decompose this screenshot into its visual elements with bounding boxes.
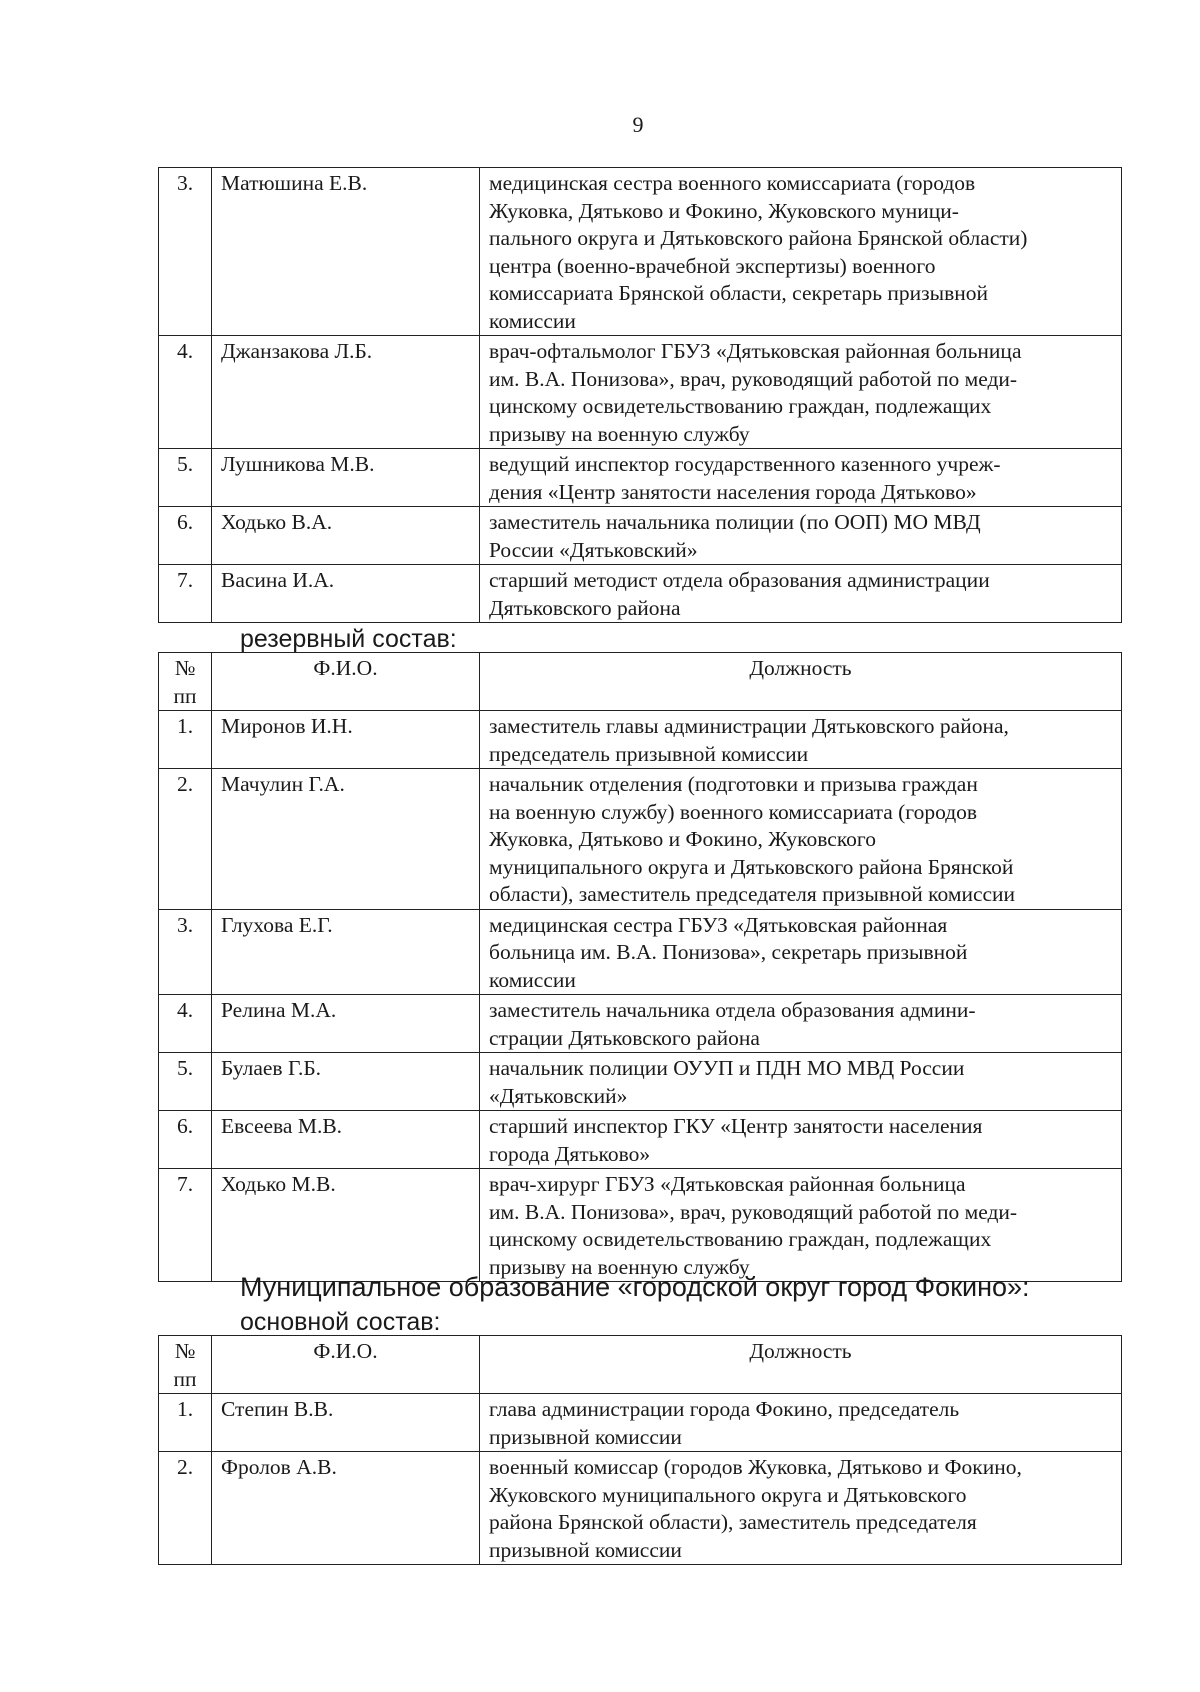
position-line: старший инспектор ГКУ «Центр занятости населения	[489, 1114, 983, 1138]
commission-table-continued	[158, 167, 1122, 623]
position-line: заместитель главы администрации Дятьковского района,	[489, 714, 1009, 738]
position-line: медицинская сестра ГБУЗ «Дятьковская районная	[489, 912, 948, 937]
member-name: Булаев Г.Б.	[212, 1053, 480, 1111]
position-line: медицинская сестра военного комиссариата (городов	[489, 171, 976, 195]
member-name: Васина И.А.	[212, 565, 480, 623]
member-position	[480, 769, 1122, 910]
member-position	[480, 1394, 1122, 1452]
position-line: на военную службу) военного комиссариата (городов	[489, 799, 978, 824]
row-number: 1.	[159, 711, 212, 769]
member-name: Джанзакова Л.Б.	[212, 336, 480, 449]
member-name: Глухова Е.Г.	[212, 909, 480, 995]
table-row	[159, 1053, 1122, 1111]
member-name: Лушникова М.В.	[212, 449, 480, 507]
page-number: 9	[632, 112, 644, 137]
position-line: муниципального округа и Дятьковского района Брянской	[489, 854, 1014, 879]
member-position	[480, 995, 1122, 1053]
position-line: старший методист отдела образования администрации	[489, 568, 990, 592]
row-number: 2.	[159, 769, 212, 910]
column-header-number: № пп	[159, 653, 212, 711]
commission-table-main	[158, 1335, 1122, 1565]
row-number: 4.	[159, 336, 212, 449]
member-position	[480, 336, 1122, 449]
column-header-position: Должность	[480, 653, 1122, 711]
position-line: цинскому освидетельствованию граждан, подлежащих	[489, 1227, 992, 1251]
member-name: Матюшина Е.В.	[212, 168, 480, 336]
table-row	[159, 711, 1122, 769]
column-header-name: Ф.И.О.	[212, 1336, 480, 1394]
position-line: начальник отделения (подготовки и призыва граждан	[489, 772, 978, 796]
position-line: области), заместитель председателя призывной комиссии	[489, 882, 1016, 906]
position-line: призыву на военную службу	[489, 1254, 750, 1279]
position-line: комиссии	[489, 967, 576, 992]
member-name: Релина М.А.	[212, 995, 480, 1053]
table-row	[159, 769, 1122, 910]
position-line: председатель призывной комиссии	[489, 741, 809, 766]
position-line: призыву на военную службу	[489, 421, 750, 446]
position-line: Жуковка, Дятьково и Фокино, Жуковского муници-	[489, 198, 959, 223]
member-name: Евсеева М.В.	[212, 1111, 480, 1169]
position-line: города Дятьково»	[489, 1141, 651, 1166]
position-line: заместитель начальника полиции (по ООП) МО МВД	[489, 510, 981, 534]
position-line: пального округа и Дятьковского района Брянской области)	[489, 226, 1028, 250]
table-row	[159, 507, 1122, 565]
column-header-number: № пп	[159, 1336, 212, 1394]
row-number: 3.	[159, 168, 212, 336]
member-position	[480, 909, 1122, 995]
position-line: дения «Центр занятости населения города Дятьково»	[489, 479, 977, 504]
position-line: комиссии	[489, 308, 576, 333]
position-line: Жуковского муниципального округа и Дятьковского	[489, 1482, 967, 1507]
row-number: 3.	[159, 909, 212, 995]
table-header-row	[159, 1336, 1122, 1394]
position-line: им. В.А. Понизова», врач, руководящий работой по меди-	[489, 1199, 1018, 1224]
position-line: глава администрации города Фокино, председатель	[489, 1397, 960, 1421]
member-position	[480, 449, 1122, 507]
position-line: комиссариата Брянской области, секретарь призывной	[489, 281, 988, 305]
member-name: Фролов А.В.	[212, 1452, 480, 1565]
row-number: 6.	[159, 1111, 212, 1169]
column-header-position: Должность	[480, 1336, 1122, 1394]
member-position	[480, 168, 1122, 336]
member-name: Мачулин Г.А.	[212, 769, 480, 910]
member-position	[480, 1169, 1122, 1282]
row-number: 4.	[159, 995, 212, 1053]
table-row	[159, 449, 1122, 507]
table-row	[159, 168, 1122, 336]
position-line: ведущий инспектор государственного казенного учреж-	[489, 452, 1001, 476]
member-name: Миронов И.Н.	[212, 711, 480, 769]
member-position	[480, 507, 1122, 565]
table-row	[159, 1452, 1122, 1565]
position-line: «Дятьковский»	[489, 1083, 628, 1108]
member-name: Ходько М.В.	[212, 1169, 480, 1282]
table-header-row	[159, 653, 1122, 711]
table-row	[159, 1394, 1122, 1452]
position-line: России «Дятьковский»	[489, 537, 698, 562]
position-line: района Брянской области), заместитель председателя	[489, 1510, 977, 1534]
position-line: Жуковка, Дятьково и Фокино, Жуковского	[489, 827, 876, 851]
position-line: начальник полиции ОУУП и ПДН МО МВД России	[489, 1056, 965, 1080]
position-line: врач-офтальмолог ГБУЗ «Дятьковская районная больница	[489, 339, 1022, 363]
position-line: им. В.А. Понизова», врач, руководящий работой по меди-	[489, 366, 1018, 391]
municipality-heading: Муниципальное образование «городской округ город Фокино»:	[240, 1272, 1030, 1302]
member-position	[480, 1111, 1122, 1169]
row-number: 6.	[159, 507, 212, 565]
member-position	[480, 565, 1122, 623]
position-line: призывной комиссии	[489, 1537, 682, 1562]
table-row	[159, 565, 1122, 623]
row-number: 7.	[159, 1169, 212, 1282]
main-composition-heading: основной состав:	[240, 1308, 441, 1336]
reserve-composition-heading: резервный состав:	[240, 625, 457, 653]
position-line: призывной комиссии	[489, 1424, 682, 1449]
table-row	[159, 1111, 1122, 1169]
position-line: страции Дятьковского района	[489, 1025, 760, 1050]
table-row	[159, 336, 1122, 449]
position-line: Дятьковского района	[489, 595, 681, 620]
row-number: 5.	[159, 449, 212, 507]
commission-table-reserve	[158, 652, 1122, 1282]
position-line: врач-хирург ГБУЗ «Дятьковская районная больница	[489, 1172, 966, 1196]
position-line: заместитель начальника отдела образования админи-	[489, 998, 976, 1022]
member-name: Ходько В.А.	[212, 507, 480, 565]
position-line: центра (военно-врачебной экспертизы) военного	[489, 253, 936, 278]
position-line: военный комиссар (городов Жуковка, Дятьково и Фокино,	[489, 1455, 1022, 1479]
table-row	[159, 1169, 1122, 1282]
table-row	[159, 995, 1122, 1053]
column-header-name: Ф.И.О.	[212, 653, 480, 711]
member-position	[480, 711, 1122, 769]
member-position	[480, 1053, 1122, 1111]
member-name: Степин В.В.	[212, 1394, 480, 1452]
member-position	[480, 1452, 1122, 1565]
row-number: 1.	[159, 1394, 212, 1452]
row-number: 5.	[159, 1053, 212, 1111]
row-number: 2.	[159, 1452, 212, 1565]
row-number: 7.	[159, 565, 212, 623]
position-line: цинскому освидетельствованию граждан, подлежащих	[489, 394, 992, 418]
table-row	[159, 909, 1122, 995]
position-line: больница им. В.А. Понизова», секретарь призывной	[489, 940, 968, 964]
